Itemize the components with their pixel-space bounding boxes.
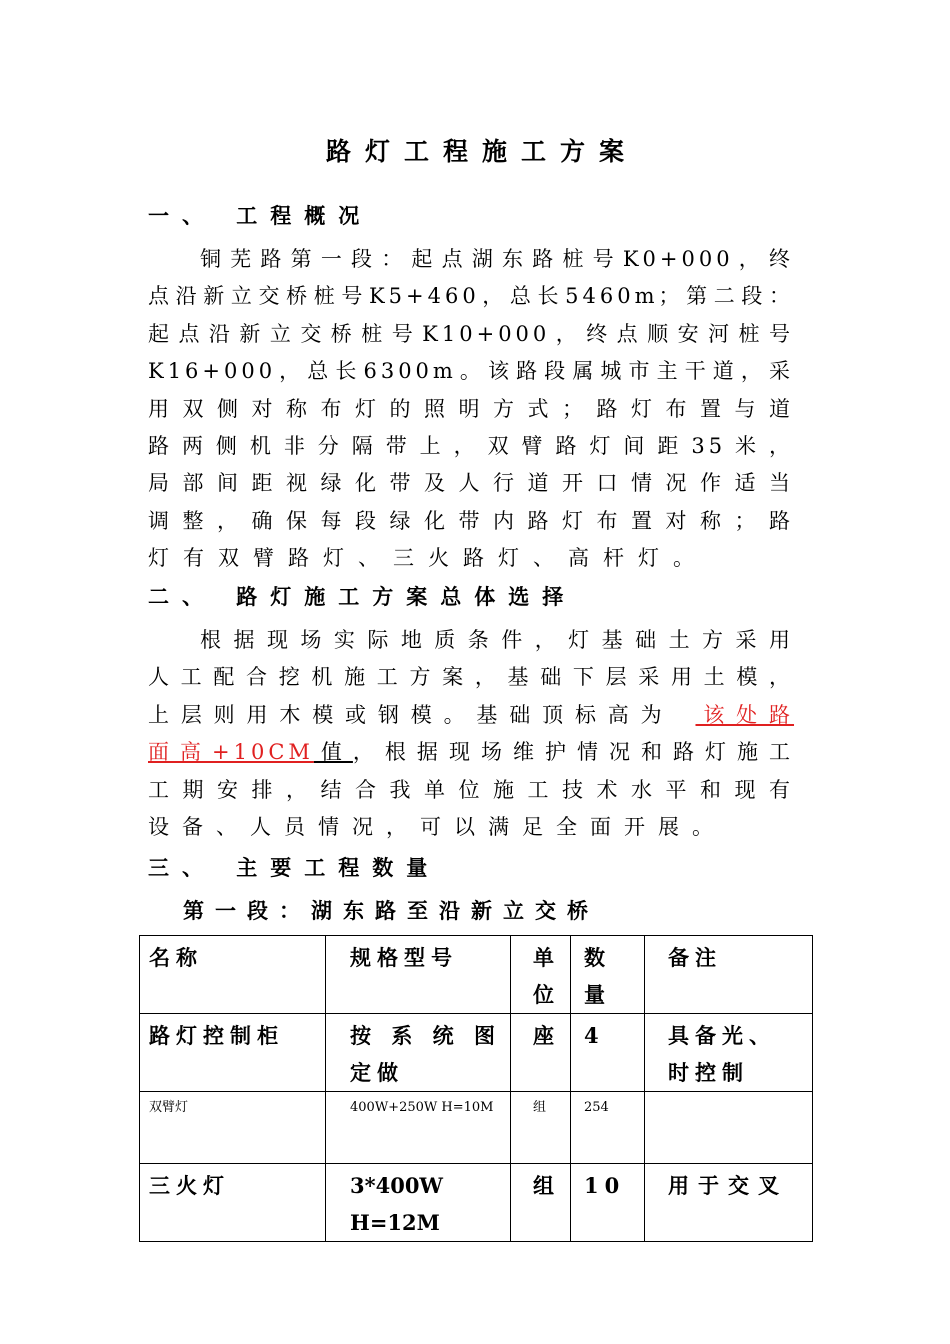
table-cell: 4 [571, 1014, 645, 1092]
table-row [140, 1092, 813, 1164]
cell-line: 定做 [350, 1060, 404, 1085]
section-2-heading: 二、 路灯施工方案总体选择 [148, 584, 577, 609]
paragraph-line: 人工配合挖机施工方案，基础下层采用土模， [148, 665, 794, 690]
table-cell [326, 1014, 511, 1092]
paragraph-line: 路两侧机非分隔带上，双臂路灯间距35米， [148, 434, 794, 459]
paragraph-line: 起点沿新立交桥桩号K10+000，终点顺安河桩号 [148, 321, 794, 346]
section-2-paragraph [148, 622, 794, 846]
paragraph-line: 设备、人员情况，可以满足全面开展。 [148, 815, 726, 840]
header-line: 位 [533, 982, 560, 1007]
document-title: 路灯工程施工方案 [325, 137, 638, 166]
table-header-cell: 备注 [645, 936, 813, 1014]
table-cell: 400W+250W H=10M [326, 1092, 511, 1164]
cell-line: 具备光、 [668, 1023, 776, 1048]
paragraph-line: 调整，确保每段绿化带内路灯布置对称；路 [148, 508, 794, 533]
section-3-heading: 三、 主要工程数量 [148, 855, 441, 880]
paragraph-line [148, 734, 794, 771]
paragraph-text: 上层则用木模或钢模。基础顶标高为 [148, 702, 674, 727]
paragraph-line [148, 697, 794, 734]
quantity-table [139, 935, 813, 1242]
table-cell: 座 [511, 1014, 571, 1092]
section-1-paragraph [148, 241, 794, 578]
paragraph-line: 铜芜路第一段：起点湖东路桩号K0+000，终 [200, 247, 794, 271]
table-header-cell: 规格型号 [326, 936, 511, 1014]
section-3-subheading: 第一段：湖东路至沿新立交桥 [183, 898, 599, 923]
table-cell [645, 1092, 813, 1164]
highlighted-text: 该处路 [695, 702, 795, 727]
header-line: 量 [584, 982, 611, 1007]
table-header-cell [511, 936, 571, 1014]
underlined-text: 值 [313, 740, 353, 765]
table-cell: 254 [571, 1092, 645, 1164]
section-1-heading: 一、 工程概况 [148, 203, 373, 228]
table-header-cell: 名称 [140, 936, 326, 1014]
highlighted-text: 面高+10CM [148, 740, 314, 765]
cell-line: 按系统图 [350, 1023, 501, 1048]
table-cell [645, 1014, 813, 1092]
header-line: 数 [584, 945, 611, 970]
cell-line: 时控制 [668, 1060, 749, 1085]
paragraph-line: 灯有双臂路灯、三火路灯、高杆灯。 [148, 546, 708, 571]
paragraph-line: 工期安排，结合我单位施工技术水平和现有 [148, 777, 794, 802]
table-row [140, 1164, 813, 1242]
table-cell: 组 [511, 1164, 571, 1242]
paragraph-line: 点沿新立交桥桩号K5+460，总长5460m；第二段： [148, 284, 794, 309]
paragraph-line: 用双侧对称布灯的照明方式；路灯布置与道 [148, 396, 794, 421]
table-cell: 三火灯 [140, 1164, 326, 1242]
table-header-row [140, 936, 813, 1014]
paragraph-line: 根据现场实际地质条件，灯基础土方采用 [200, 628, 794, 652]
table-cell: 路灯控制柜 [140, 1014, 326, 1092]
table-cell: 3*400W H=12M [326, 1164, 511, 1242]
paragraph-line: K16+000，总长6300m。该路段属城市主干道，采 [148, 359, 794, 384]
paragraph-line: 局部间距视绿化带及人行道开口情况作适当 [148, 471, 794, 496]
table-row [140, 1014, 813, 1092]
table-cell: 组 [511, 1092, 571, 1164]
table-cell: 10 [571, 1164, 645, 1242]
paragraph-text: ，根据现场维护情况和路灯施工 [352, 740, 795, 765]
table-header-cell [571, 936, 645, 1014]
table-cell: 用于交叉 [645, 1164, 813, 1242]
header-line: 单 [533, 945, 560, 970]
table-cell: 双臂灯 [140, 1092, 326, 1164]
